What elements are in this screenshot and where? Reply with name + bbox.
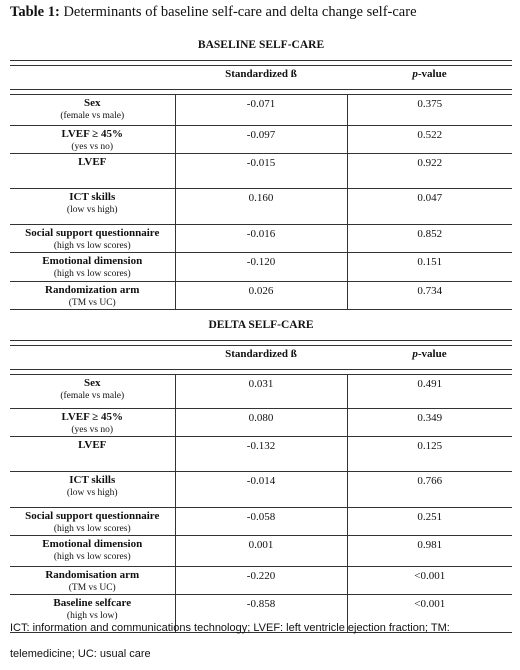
determinant-label: LVEF ≥ 45% (61, 411, 123, 423)
table-body (10, 30, 512, 633)
beta-value: -0.015 (175, 154, 347, 189)
determinant-cell (10, 126, 175, 154)
determinant-cell (10, 375, 175, 409)
beta-value: 0.026 (175, 282, 347, 310)
p-value: 0.047 (347, 189, 512, 225)
determinant-cell (10, 508, 175, 536)
p-value: 0.349 (347, 409, 512, 437)
determinant-label: Baseline selfcare (53, 597, 132, 609)
table-caption (10, 4, 417, 21)
p-value: <0.001 (347, 567, 512, 595)
header-p-rest: -value (417, 348, 447, 360)
determinant-comparison: (high vs low scores) (53, 524, 131, 534)
p-value: 0.852 (347, 225, 512, 253)
determinant-cell (10, 567, 175, 595)
table-row (10, 154, 512, 189)
determinant-label: LVEF ≥ 45% (61, 128, 123, 140)
beta-value: -0.071 (175, 95, 347, 126)
determinant-cell (10, 95, 175, 126)
determinant-comparison: (high vs low) (66, 611, 118, 621)
determinant-cell (10, 282, 175, 310)
caption-text: Determinants of baseline self-care and delta change self-care (59, 4, 417, 20)
table-row (10, 225, 512, 253)
determinant-label: Randomisation arm (45, 569, 140, 581)
p-value: 0.151 (347, 253, 512, 282)
column-header-row (10, 346, 512, 370)
beta-value: 0.080 (175, 409, 347, 437)
determinants-table (10, 30, 512, 633)
caption-label: Table 1: (10, 4, 60, 20)
section-title-row (10, 30, 512, 61)
table-row (10, 472, 512, 508)
determinant-label: Social support questionnaire (25, 510, 160, 522)
table-row (10, 375, 512, 409)
beta-value: 0.160 (175, 189, 347, 225)
header-standardized-beta: Standardized ß (175, 346, 347, 370)
determinant-cell (10, 536, 175, 567)
determinant-comparison: (female vs male) (60, 391, 125, 401)
beta-value: -0.220 (175, 567, 347, 595)
beta-value: 0.001 (175, 536, 347, 567)
p-value: 0.491 (347, 375, 512, 409)
determinant-cell (10, 189, 175, 225)
beta-value: -0.016 (175, 225, 347, 253)
determinant-comparison: (TM vs UC) (68, 298, 116, 308)
table-row (10, 536, 512, 567)
p-value: 0.922 (347, 154, 512, 189)
table-row (10, 189, 512, 225)
determinant-comparison: (high vs low scores) (53, 269, 131, 279)
header-p-italic: p (412, 68, 418, 80)
determinant-comparison: (high vs low scores) (53, 241, 131, 251)
header-blank (10, 346, 175, 370)
beta-value: -0.120 (175, 253, 347, 282)
table (10, 30, 512, 633)
determinant-label: Sex (84, 97, 101, 109)
determinant-comparison: (high vs low scores) (53, 552, 131, 562)
determinant-label: ICT skills (69, 474, 116, 486)
header-blank (10, 66, 175, 90)
determinant-cell (10, 253, 175, 282)
table-row (10, 126, 512, 154)
table-row (10, 282, 512, 310)
section-title-row (10, 310, 512, 341)
beta-value: -0.132 (175, 437, 347, 472)
determinant-label: Emotional dimension (42, 255, 143, 267)
table-row (10, 437, 512, 472)
determinant-comparison: (low vs high) (66, 205, 118, 215)
p-value: 0.981 (347, 536, 512, 567)
p-value: 0.522 (347, 126, 512, 154)
determinant-cell (10, 472, 175, 508)
header-p-value (347, 66, 512, 90)
section-title: DELTA SELF-CARE (10, 310, 512, 341)
table-row (10, 95, 512, 126)
determinant-label: Social support questionnaire (25, 227, 160, 239)
table-row (10, 508, 512, 536)
determinant-label: Emotional dimension (42, 538, 143, 550)
determinant-comparison: (low vs high) (66, 488, 118, 498)
determinant-cell (10, 409, 175, 437)
p-value: <0.001 (347, 595, 512, 633)
section-title: BASELINE SELF-CARE (10, 30, 512, 61)
determinant-comparison: (female vs male) (60, 111, 125, 121)
determinant-label: ICT skills (69, 191, 116, 203)
determinant-comparison: (yes vs no) (71, 425, 114, 435)
header-standardized-beta: Standardized ß (175, 66, 347, 90)
beta-value: 0.031 (175, 375, 347, 409)
p-value: 0.734 (347, 282, 512, 310)
determinant-label: LVEF (78, 439, 107, 451)
header-p-italic: p (412, 348, 418, 360)
table-row (10, 253, 512, 282)
beta-value: -0.014 (175, 472, 347, 508)
table-row (10, 567, 512, 595)
determinant-cell (10, 437, 175, 472)
beta-value: -0.058 (175, 508, 347, 536)
determinant-cell (10, 225, 175, 253)
column-header-row (10, 66, 512, 90)
table-footnote: ICT: information and communications technology; LVEF: left ventricle ejection fraction; TM: telemedicine; UC: usual care (10, 622, 450, 660)
p-value: 0.125 (347, 437, 512, 472)
determinant-label: LVEF (78, 156, 107, 168)
determinant-comparison: (yes vs no) (71, 142, 114, 152)
beta-value: -0.097 (175, 126, 347, 154)
p-value: 0.766 (347, 472, 512, 508)
header-p-rest: -value (417, 68, 447, 80)
determinant-label: Sex (84, 377, 101, 389)
determinant-comparison: (TM vs UC) (68, 583, 116, 593)
determinant-label: Randomization arm (45, 284, 140, 296)
determinant-cell (10, 154, 175, 189)
p-value: 0.251 (347, 508, 512, 536)
p-value: 0.375 (347, 95, 512, 126)
beta-value: -0.858 (175, 595, 347, 633)
header-p-value (347, 346, 512, 370)
table-row (10, 409, 512, 437)
